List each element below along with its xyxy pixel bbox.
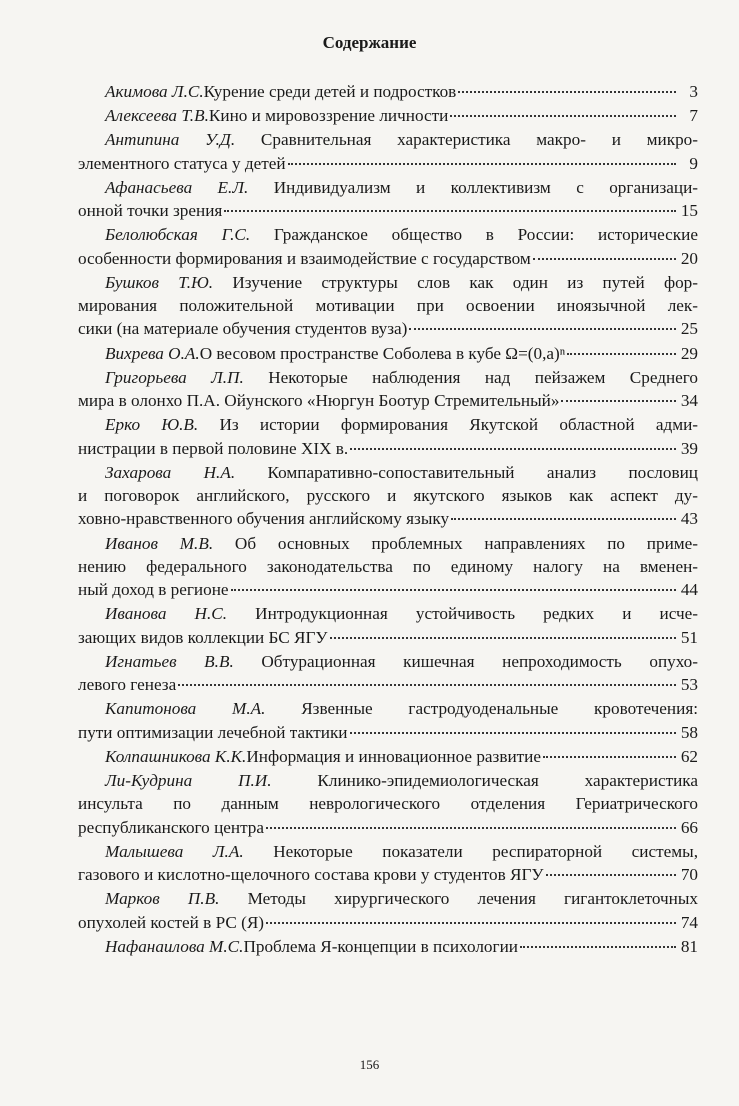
- toc-entry-line: [78, 104, 698, 127]
- toc-entry-line: [78, 673, 698, 696]
- toc-entry-title: Гражданское общество в России: исторические: [273, 225, 698, 245]
- dot-leader: [266, 827, 676, 829]
- toc-entry-page: 58: [680, 722, 698, 742]
- toc-entry-line: [78, 816, 698, 839]
- toc-entry-page: 44: [680, 580, 698, 600]
- toc-entry: [78, 697, 698, 744]
- toc-entry-title: инсульта по данным неврологического отделения Гериатрического: [78, 794, 698, 814]
- toc-entry-line: [78, 294, 698, 317]
- toc-entry-title: особенности формирования и взаимодействие с государством: [78, 248, 531, 268]
- toc-entry-page: 15: [680, 201, 698, 221]
- toc-entry-title: опухолей костей в РС (Я): [78, 912, 265, 932]
- toc-entry-title: зающих видов коллекции БС ЯГУ: [78, 627, 328, 647]
- toc-entry-author: Афанасьева Е.Л.: [105, 177, 249, 197]
- toc-entry-author: Марков П.В.: [105, 889, 220, 909]
- toc-entry-page: 7: [689, 106, 698, 126]
- toc-entry-page: 34: [680, 391, 698, 411]
- toc-entry-line: [78, 223, 698, 246]
- dot-leader: [567, 353, 676, 355]
- toc-entry: [78, 840, 698, 887]
- toc-entry-page: 53: [680, 675, 698, 695]
- toc-entry-author: Игнатьев В.В.: [105, 651, 234, 671]
- toc-entry-line: [78, 863, 698, 886]
- toc-entry-page: 62: [680, 746, 698, 766]
- toc-entry-author: Захарова Н.А.: [105, 462, 236, 482]
- toc-entry-line: [78, 484, 698, 507]
- toc-entry-title: ный доход в регионе: [78, 580, 229, 600]
- toc-entry-title: сики (на материале обучения студентов вуза): [78, 319, 408, 339]
- toc-entry-author: Алексеева Т.В.: [105, 106, 209, 126]
- toc-entry-page: 43: [680, 509, 698, 529]
- toc-entry-line: [78, 650, 698, 673]
- toc-entry-title: Язвенные гастродуоденальные кровотечения:: [301, 699, 699, 719]
- dot-leader: [350, 448, 676, 450]
- toc-entry: [78, 745, 698, 768]
- dot-leader: [330, 637, 676, 639]
- toc-entry-page: 3: [689, 82, 698, 101]
- toc-entry-title: Клинико-эпидемиологическая характеристика: [317, 770, 699, 790]
- toc-entry-title: Некоторые наблюдения над пейзажем Среднего: [268, 367, 699, 387]
- toc-entry-page: 20: [680, 248, 698, 268]
- dot-leader: [520, 946, 676, 948]
- toc-entry-title: пути оптимизации лечебной тактики: [78, 722, 348, 742]
- toc-entry-title: Информация и инновационное развитие: [246, 746, 541, 766]
- toc-entry-line: [78, 176, 698, 199]
- toc-entry-line: [78, 271, 698, 294]
- toc-entry-line: [78, 745, 698, 768]
- dot-leader: [288, 163, 676, 165]
- toc-entry-author: Вихрева О.А.: [105, 343, 200, 363]
- toc-entry-page: 70: [680, 865, 698, 885]
- toc-entry-page: 74: [680, 912, 698, 932]
- toc-entry: [78, 342, 698, 365]
- dot-leader: [450, 115, 676, 117]
- toc-entry: [78, 602, 698, 649]
- toc-entry-page: 25: [680, 319, 698, 339]
- toc-entry-line: [78, 199, 698, 222]
- toc-entry-line: [78, 792, 698, 815]
- toc-entry-line: [78, 840, 698, 863]
- toc-entry: [78, 769, 698, 839]
- toc-entry-title: Интродукционная устойчивость редких и исче-: [255, 604, 698, 624]
- dot-leader: [458, 91, 676, 93]
- toc-entry-title: элементного статуса у детей: [78, 153, 286, 173]
- dot-leader: [533, 258, 676, 260]
- toc-entry-line: [78, 80, 698, 103]
- toc-entry: [78, 271, 698, 341]
- toc-entry-title: Проблема Я-концепции в психологии: [243, 936, 518, 956]
- toc-entry-title: Курение среди детей и подростков: [203, 82, 457, 101]
- toc-entry-author: Григорьева Л.П.: [105, 367, 244, 387]
- dot-leader: [224, 210, 676, 212]
- toc-entry-line: [78, 532, 698, 555]
- toc-entry-line: [78, 626, 698, 649]
- toc-entry-title: Из истории формирования Якутской областной адми-: [219, 415, 698, 435]
- toc-entry-title: мирования положительной мотивации при освоении иноязычной лек-: [78, 296, 698, 316]
- page-title: Содержание: [322, 33, 417, 52]
- toc-entry-line: [78, 769, 698, 792]
- dot-leader: [561, 400, 676, 402]
- toc-entry-line: [78, 555, 698, 578]
- toc-entry-title: и поговорок английского, русского и якутского языков как аспект ду-: [78, 486, 698, 506]
- dot-leader: [409, 328, 676, 330]
- toc-entry-title: левого генеза: [78, 675, 177, 695]
- toc-entry-title: Компаративно-сопоставительный анализ пословиц: [267, 462, 698, 482]
- page-number: 156: [359, 1057, 380, 1072]
- toc-entry-page: 81: [680, 936, 698, 956]
- toc-entry: [78, 223, 698, 270]
- toc-entry-author: Бушков Т.Ю.: [105, 272, 214, 292]
- toc-entry-line: [78, 887, 698, 910]
- toc-entry-author: Ли-Кудрина П.И.: [105, 770, 272, 790]
- toc-entry-title: Индивидуализм и коллективизм с организаци-: [273, 177, 699, 197]
- toc-entry: [78, 366, 698, 413]
- toc-entry-line: [78, 935, 698, 958]
- toc-entry-page: 9: [689, 153, 698, 173]
- toc-entry: [78, 413, 698, 460]
- toc-entry-title: О весовом пространстве Соболева в кубе Ω=(0,a)ⁿ: [199, 343, 566, 363]
- toc-entry-author: Иванов М.В.: [105, 533, 214, 553]
- toc-entry-title: Методы хирургического лечения гигантоклеточных: [247, 889, 698, 909]
- toc-entry-page: 66: [680, 817, 698, 837]
- toc-entry-page: 29: [680, 343, 698, 363]
- toc-entry-author: Антипина У.Д.: [105, 130, 236, 150]
- toc-entry-line: [78, 602, 698, 625]
- toc-entry-line: [78, 911, 698, 934]
- toc-entry-title: Обтурационная кишечная непроходимость опухо-: [261, 651, 699, 671]
- toc-entry-line: [78, 247, 698, 270]
- toc-entry-author: Малышева Л.А.: [105, 841, 244, 861]
- toc-entry-author: Иванова Н.С.: [105, 604, 228, 624]
- toc-entry-page: 39: [680, 438, 698, 458]
- toc-entry-title: Кино и мировоззрение личности: [208, 106, 449, 126]
- toc-entry-line: [78, 128, 698, 151]
- dot-leader: [350, 732, 677, 734]
- toc-entry: [78, 935, 698, 958]
- toc-entry-title: Некоторые показатели респираторной системы,: [273, 841, 698, 861]
- toc-entry-line: [78, 413, 698, 436]
- toc-entry-title: мира в олонхо П.А. Ойунского «Нюргун Боотур Стремительный»: [78, 391, 560, 411]
- toc-entry-line: [78, 437, 698, 460]
- toc-entry-line: [78, 366, 698, 389]
- toc-entry-author: Нафанаилова М.С.: [105, 936, 244, 956]
- toc-entry: [78, 461, 698, 531]
- toc-entry: [78, 532, 698, 602]
- toc-entry-title: Сравнительная характеристика макро- и микро-: [260, 130, 698, 150]
- toc-entry: [78, 176, 698, 223]
- toc-entry: [78, 650, 698, 697]
- toc-entry: [78, 887, 698, 934]
- toc-entry-author: Колпашникова К.К.: [105, 746, 247, 766]
- toc-entry-line: [78, 721, 698, 744]
- toc-entry-line: [78, 461, 698, 484]
- dot-leader: [543, 756, 676, 758]
- toc-entry: [78, 80, 698, 103]
- toc-entry-line: [78, 697, 698, 720]
- toc-entry: [78, 128, 698, 175]
- toc-entry-line: [78, 507, 698, 530]
- toc-entry-title: нистрации в первой половине XIX в.: [78, 438, 349, 458]
- dot-leader: [546, 874, 676, 876]
- table-of-contents: [78, 80, 698, 959]
- toc-entry-line: [78, 152, 698, 175]
- toc-entry-title: нению федерального законодательства по единому налогу на вменен-: [78, 556, 698, 576]
- toc-entry-line: [78, 317, 698, 340]
- toc-entry-page: 51: [680, 627, 698, 647]
- toc-entry-line: [78, 342, 698, 365]
- dot-leader: [231, 589, 676, 591]
- toc-entry-line: [78, 578, 698, 601]
- toc-entry-title: Изучение структуры слов как один из путей фор-: [232, 272, 699, 292]
- toc-entry-author: Белолюбская Г.С.: [105, 225, 251, 245]
- toc-entry-author: Капитонова М.А.: [105, 699, 266, 719]
- toc-entry-title: республиканского центра: [78, 817, 265, 837]
- toc-entry-title: газового и кислотно-щелочного состава крови у студентов ЯГУ: [78, 865, 544, 885]
- toc-entry: [78, 104, 698, 127]
- toc-entry-title: онной точки зрения: [78, 201, 223, 221]
- toc-entry-title: ховно-нравственного обучения английскому языку: [78, 509, 450, 529]
- dot-leader: [451, 518, 676, 520]
- dot-leader: [178, 684, 676, 686]
- toc-entry-author: Акимова Л.С.: [105, 82, 204, 101]
- toc-entry-author: Ерко Ю.В.: [105, 415, 199, 435]
- toc-entry-line: [78, 389, 698, 412]
- toc-entry-title: Об основных проблемных направлениях по приме-: [234, 533, 698, 553]
- dot-leader: [266, 922, 676, 924]
